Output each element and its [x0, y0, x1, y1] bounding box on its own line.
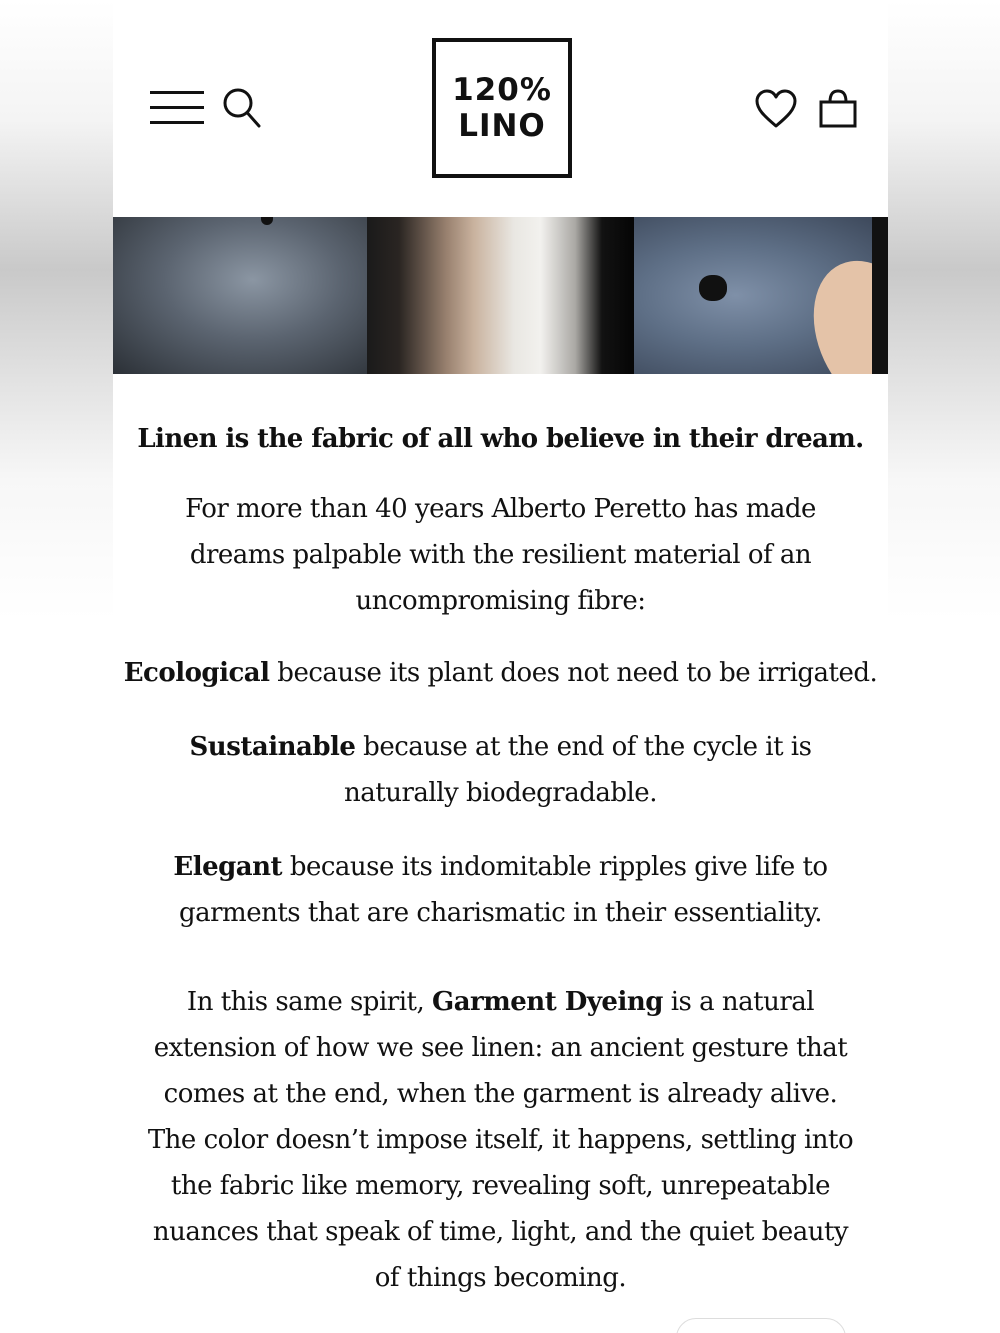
term-ecological: Ecological	[123, 658, 270, 688]
text-dyeing-after: is a natural extension of how we see linen: an ancient gesture that comes at the end, when the garment is already alive. The color doesn’t impose itself, it happens, settling into the fabric like memory, revealing soft, unrepeatable nuances that speak of time, light, and the quiet beauty of things becoming.	[147, 987, 854, 1293]
banner-image-hands	[367, 217, 634, 374]
story-intro: For more than 40 years Alberto Peretto has made dreams palpable with the resilient material of an uncompromising fibre:	[185, 494, 816, 616]
text-elegant: because its indomitable ripples give life to garments that are charismatic in their essentiality.	[178, 852, 828, 928]
floating-button[interactable]	[676, 1318, 846, 1333]
term-garment-dyeing: Garment Dyeing	[432, 987, 663, 1017]
page	[113, 0, 888, 1333]
brand-logo[interactable]	[432, 38, 572, 178]
banner-image-fabric	[113, 217, 367, 374]
story-garment-dyeing	[143, 979, 858, 1301]
banner-image-shirt	[634, 217, 888, 374]
story-headline: Linen is the fabric of all who believe in their dream.	[137, 424, 864, 454]
text-ecological: because its plant does not need to be irrigated.	[269, 658, 878, 688]
site-header	[113, 0, 888, 217]
logo-line-1: 120%	[452, 72, 552, 108]
text-dyeing-before: In this same spirit,	[186, 987, 432, 1017]
story-ecological	[123, 650, 878, 696]
heart-icon[interactable]	[754, 88, 798, 130]
term-sustainable: Sustainable	[189, 732, 356, 762]
text-sustainable: because at the end of the cycle it is naturally biodegradable.	[344, 732, 812, 808]
term-elegant: Elegant	[173, 852, 283, 882]
story-sustainable	[143, 724, 858, 816]
logo-line-2: LINO	[458, 108, 546, 144]
story-elegant	[143, 844, 858, 936]
menu-icon[interactable]	[150, 88, 204, 128]
hero-banner	[113, 217, 888, 374]
shopping-bag-icon[interactable]	[818, 86, 858, 130]
search-icon[interactable]	[221, 86, 263, 130]
